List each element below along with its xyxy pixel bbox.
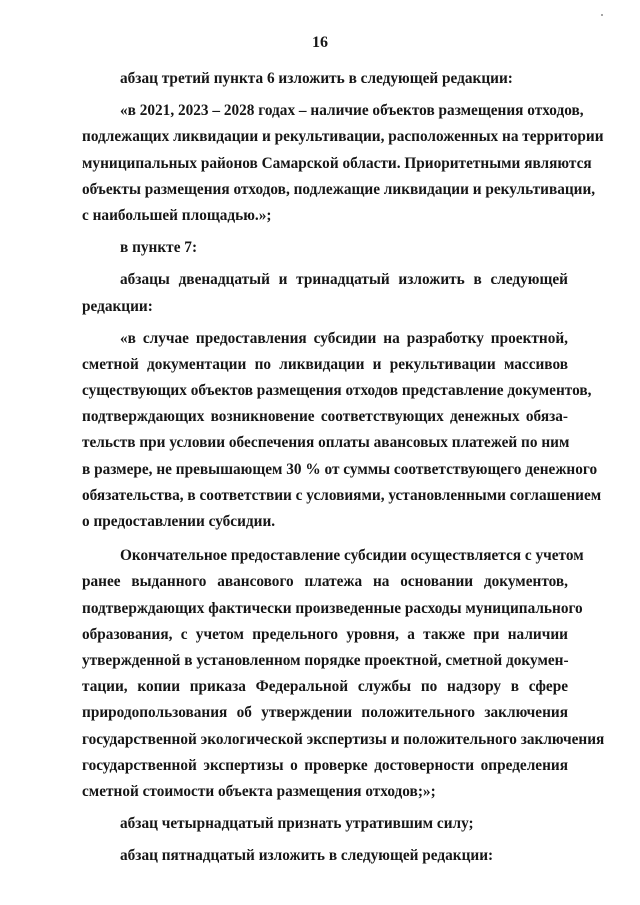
paragraph xyxy=(82,843,568,869)
text-line: сметной документации по ликвидации и рекультивации массивов xyxy=(82,355,568,373)
text-line: обязательства, в соответствии с условиями, установленными соглашением xyxy=(82,486,602,504)
text-line: сметной стоимости объекта размещения отходов;»; xyxy=(82,782,436,800)
text-line: абзац пятнадцатый изложить в следующей редакции: xyxy=(120,847,494,865)
paragraph xyxy=(82,235,568,261)
paragraph xyxy=(82,98,604,229)
text-line: образования, с учетом предельного уровня, а также при наличии xyxy=(82,625,568,643)
text-line: ранее выданного авансового платежа на основании документов, xyxy=(82,573,568,591)
text-line: абзац четырнадцатый признать утратившим силу; xyxy=(120,815,474,833)
text-line: с наибольшей площадью.»; xyxy=(82,206,272,224)
text-line: подлежащих ликвидации и рекультивации, расположенных на территории xyxy=(82,128,604,146)
paragraph xyxy=(82,543,605,805)
text-line: объекты размещения отходов, подлежащие ликвидации и рекультивации, xyxy=(82,180,596,198)
text-line: в пункте 7: xyxy=(120,239,198,257)
text-line: «в 2021, 2023 – 2028 годах – наличие объектов размещения отходов, xyxy=(120,102,584,120)
paragraph xyxy=(82,267,568,319)
text-line: в размере, не превышающем 30 % от суммы соответствующего денежного xyxy=(82,460,598,478)
text-line: государственной экспертизы о проверке достоверности определения xyxy=(82,756,568,774)
scan-speck xyxy=(601,14,603,16)
page-number: 16 xyxy=(312,34,328,51)
text-line: существующих объектов размещения отходов представление документов, xyxy=(82,382,592,400)
paragraph xyxy=(82,66,568,92)
paragraph xyxy=(82,811,568,837)
text-line: тации, копии приказа Федеральной службы по надзору в сфере xyxy=(82,678,568,696)
text-line: подтверждающих фактически произведенные расходы муниципального xyxy=(82,599,583,617)
text-line: тельств при условии обеспечения оплаты авансовых платежей по ним xyxy=(82,434,570,452)
text-line: Окончательное предоставление субсидии осуществляется с учетом xyxy=(120,547,584,565)
text-line: редакции: xyxy=(82,297,153,315)
text-line: муниципальных районов Самарской области. Приоритетными являются xyxy=(82,154,592,172)
document-body xyxy=(82,60,605,869)
text-line: абзац третий пункта 6 изложить в следующей редакции: xyxy=(120,70,513,87)
paragraph xyxy=(82,326,602,536)
text-line: «в случае предоставления субсидии на разработку проектной, xyxy=(120,329,568,347)
text-line: природопользования об утверждении положительного заключения xyxy=(82,704,568,722)
text-line: абзацы двенадцатый и тринадцатый изложить в следующей xyxy=(120,271,568,289)
text-line: о предоставлении субсидии. xyxy=(82,513,276,530)
text-line: подтверждающих возникновение соответствующих денежных обяза- xyxy=(82,408,568,426)
text-line: государственной экологической экспертизы и положительного заключения xyxy=(82,730,605,748)
text-line: утвержденной в установленном порядке проектной, сметной докумен- xyxy=(82,651,569,669)
